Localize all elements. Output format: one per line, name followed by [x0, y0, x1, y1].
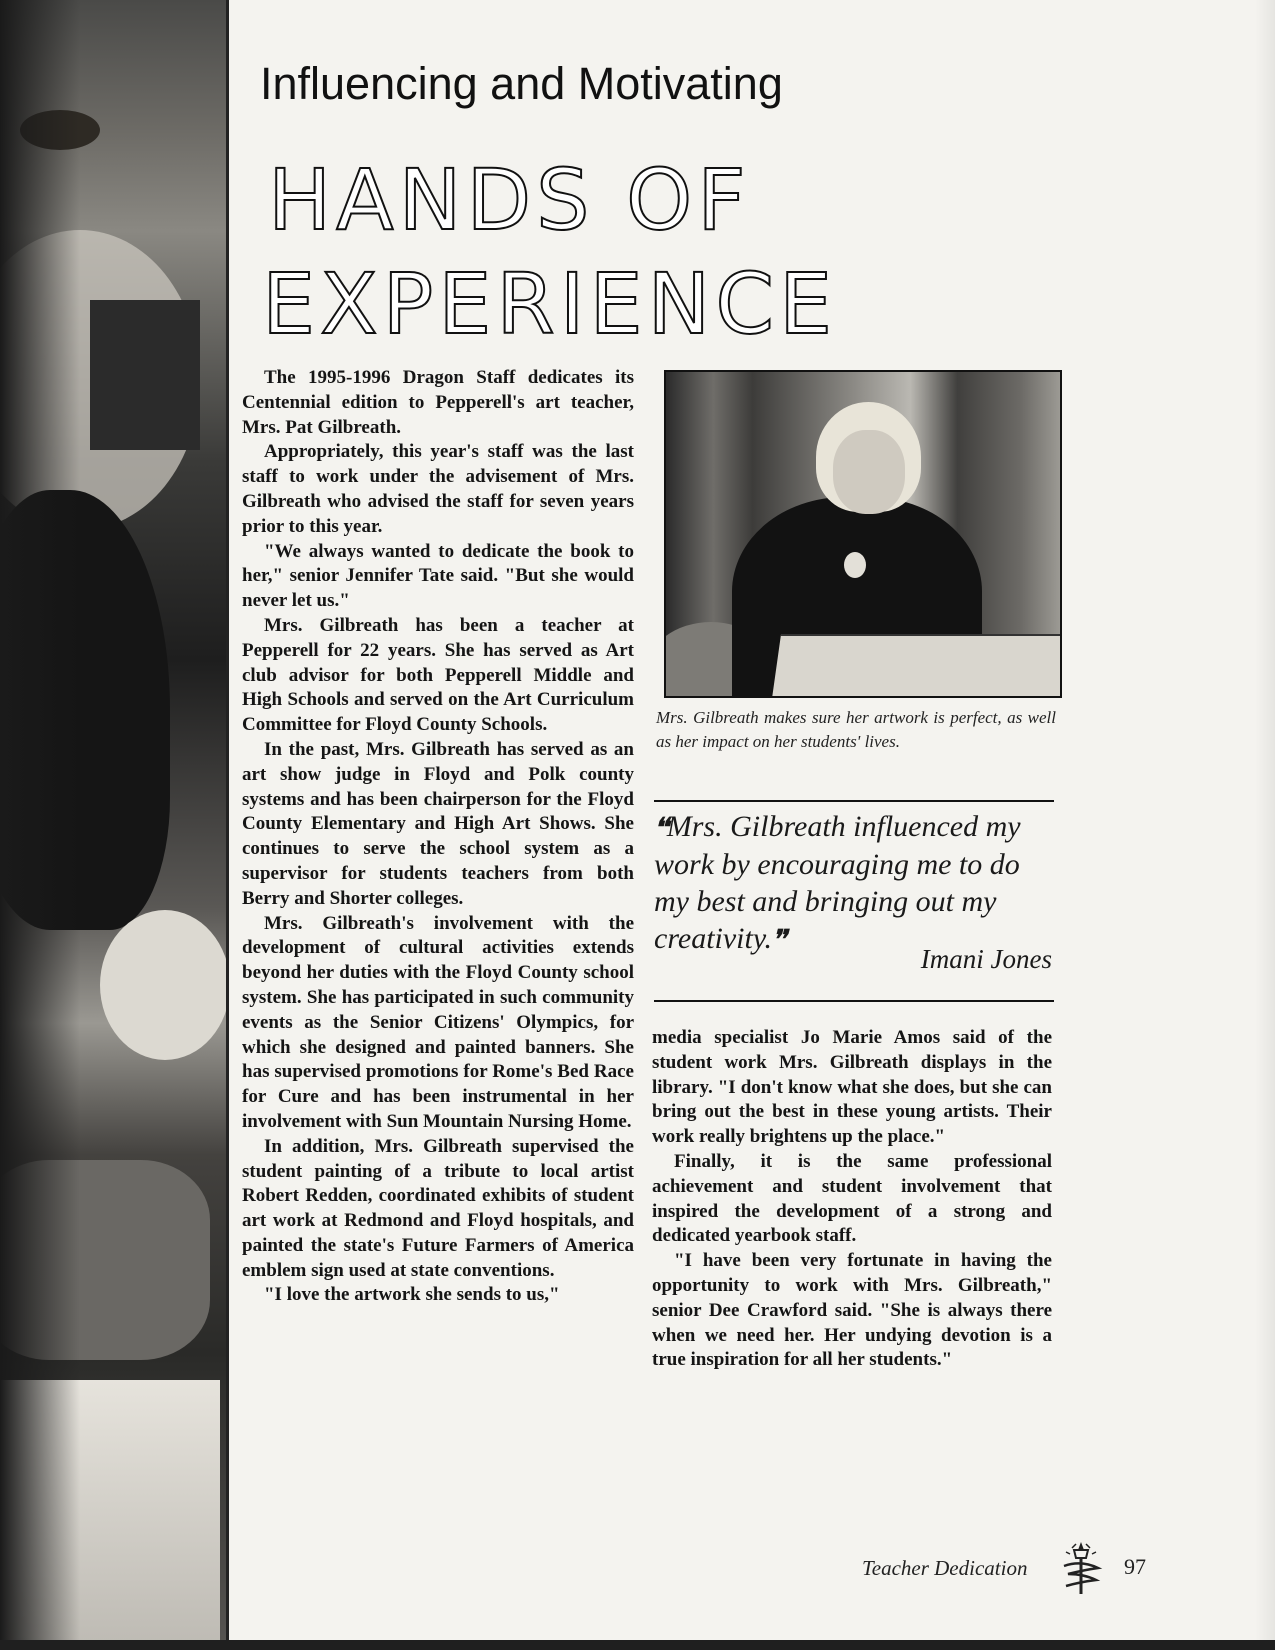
article-paragraph: In the past, Mrs. Gilbreath has served as an art show judge in Floyd and Polk county systems and has been chairperson for the Floyd County Elementary and High Art Shows. She continues to serve the school system as a supervisor for students teachers from both Berry and Shorter colleges.	[242, 738, 634, 909]
article-paragraph: media specialist Jo Marie Amos said of the student work Mrs. Gilbreath displays in the library. "I don't know what she does, but she can bring out the best in these young artists. Their work really brightens up the place."	[652, 1027, 1052, 1148]
article-paragraph: In addition, Mrs. Gilbreath supervised the student painting of a tribute to local artist Robert Redden, coordinated exhibits of student art work at Redmond and Floyd hospitals, and painted the state's Future Farmers of America emblem sign used at state conventions.	[242, 1135, 634, 1281]
dragon-torch-icon	[1058, 1540, 1104, 1596]
article-paragraph: Appropriately, this year's staff was the last staff to work under the advisement of Mrs. Gilbreath who advised the staff for seven years prior to this year.	[242, 441, 634, 537]
title-line-2: EXPERIENCE	[262, 255, 838, 353]
article-paragraph: The 1995-1996 Dragon Staff dedicates its Centennial edition to Pepperell's art teacher, Mrs. Pat Gilbreath.	[242, 367, 634, 438]
photo-caption: Mrs. Gilbreath makes sure her artwork is perfect, as well as her impact on her students' lives.	[656, 708, 1056, 751]
bottom-edge	[0, 1640, 1275, 1650]
teacher-photo	[664, 370, 1062, 698]
quote-attribution: Imani Jones	[920, 944, 1052, 974]
article-paragraph: Mrs. Gilbreath's involvement with the development of cultural activities extends beyond her duties with the Floyd County school system. She has participated in such community events as the Senior Citizens' Olympics, for which she designed and painted banners. She has supervised promotions for Rome's Bed Race for Cure and has been instrumental in her involvement with Sun Mountain Nursing Home.	[242, 912, 634, 1132]
open-quote-mark: ❛❛	[654, 813, 667, 842]
quote-top-rule	[654, 800, 1054, 802]
quote-bottom-rule	[654, 1000, 1054, 1002]
footer-section-label: Teacher Dedication	[862, 1556, 1028, 1580]
left-bleed-photo	[0, 0, 226, 1650]
close-quote-mark: ❜❜	[772, 925, 785, 954]
article-paragraph: "We always wanted to dedicate the book to her," senior Jennifer Tate said. "But she would never let us."	[242, 540, 634, 612]
section-headline: Influencing and Motivating	[260, 58, 783, 109]
pull-quote-text: Mrs. Gilbreath influenced my work by encouraging me to do my best and bringing out my creativity.	[654, 810, 1021, 955]
pull-quote	[654, 808, 1054, 958]
title-line-1: HANDS OF	[268, 151, 751, 249]
article-paragraph: "I love the artwork she sends to us,"	[264, 1284, 560, 1306]
page-number: 97	[1124, 1554, 1146, 1579]
article-right-column	[652, 1026, 1052, 1373]
article-left-column	[242, 366, 634, 1308]
article-paragraph: "I have been very fortunate in having the opportunity to work with Mrs. Gilbreath," senior Dee Crawford said. "She is always there when we need her. Her undying devotion is a true inspiration for all her students."	[652, 1250, 1052, 1371]
article-paragraph: Finally, it is the same professional achievement and student involvement that inspired the development of a strong and dedicated yearbook staff.	[652, 1150, 1052, 1247]
article-paragraph: Mrs. Gilbreath has been a teacher at Pepperell for 22 years. She has served as Art club advisor for both Pepperell Middle and High Schools and served on the Art Curriculum Committee for Floyd County Schools.	[242, 614, 634, 736]
